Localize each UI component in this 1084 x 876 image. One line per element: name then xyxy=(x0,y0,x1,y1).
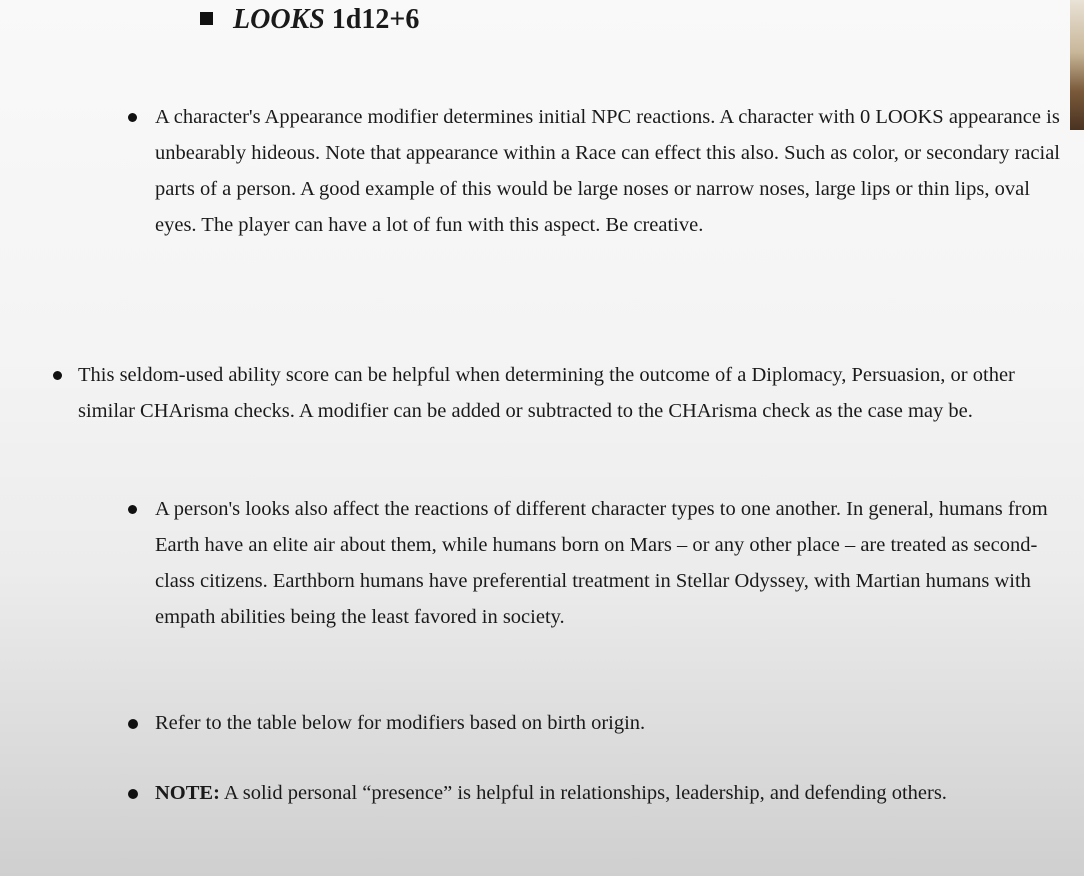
note-text: A solid personal “presence” is helpful in relationships, leadership, and defending others. xyxy=(219,782,947,804)
list-item xyxy=(155,99,1060,243)
note-label: NOTE: xyxy=(155,782,220,804)
bullet-text: A character's Appearance modifier determines initial NPC reactions. A character with 0 LOOKS appearance is unbearably hideous. Note that appearance within a Race can effect this also. Such as color, or secondary racial parts of a person. A good example of this would be large noses or narrow noses, large lips or thin lips, oval eyes. The player can have a lot of fun with this aspect. Be creative. xyxy=(155,106,1060,236)
bullet-dot-icon xyxy=(128,113,137,122)
list-item xyxy=(155,705,1060,741)
list-item xyxy=(78,357,1058,429)
video-thumbnail-edge xyxy=(1070,0,1084,130)
bullet-text xyxy=(155,775,1060,811)
section-heading xyxy=(200,2,419,38)
bullet-text: Refer to the table below for modifiers based on birth origin. xyxy=(155,712,646,734)
bullet-dot-icon xyxy=(128,719,138,729)
bullet-text: A person's looks also affect the reactions of different character types to one another. In general, humans from Earth have an elite air about them, while humans born on Mars – or any other place – are treated as second-class citizens. Earthborn humans have preferential treatment in Stellar Odyssey, with Martian humans with empath abilities being the least favored in society. xyxy=(155,498,1048,628)
bullet-text: This seldom-used ability score can be helpful when determining the outcome of a Diplomacy, Persuasion, or other similar CHArisma checks. A modifier can be added or subtracted to the CHArisma check as the case may be. xyxy=(78,364,1015,422)
bullet-dot-icon xyxy=(128,505,137,514)
list-item xyxy=(155,775,1060,811)
heading-title: LOOKS xyxy=(233,4,325,35)
bullet-dot-icon xyxy=(53,371,62,380)
list-item xyxy=(155,491,1060,635)
square-bullet-icon xyxy=(200,12,213,25)
heading-dice: 1d12+6 xyxy=(331,4,420,35)
bullet-dot-icon xyxy=(128,789,138,799)
